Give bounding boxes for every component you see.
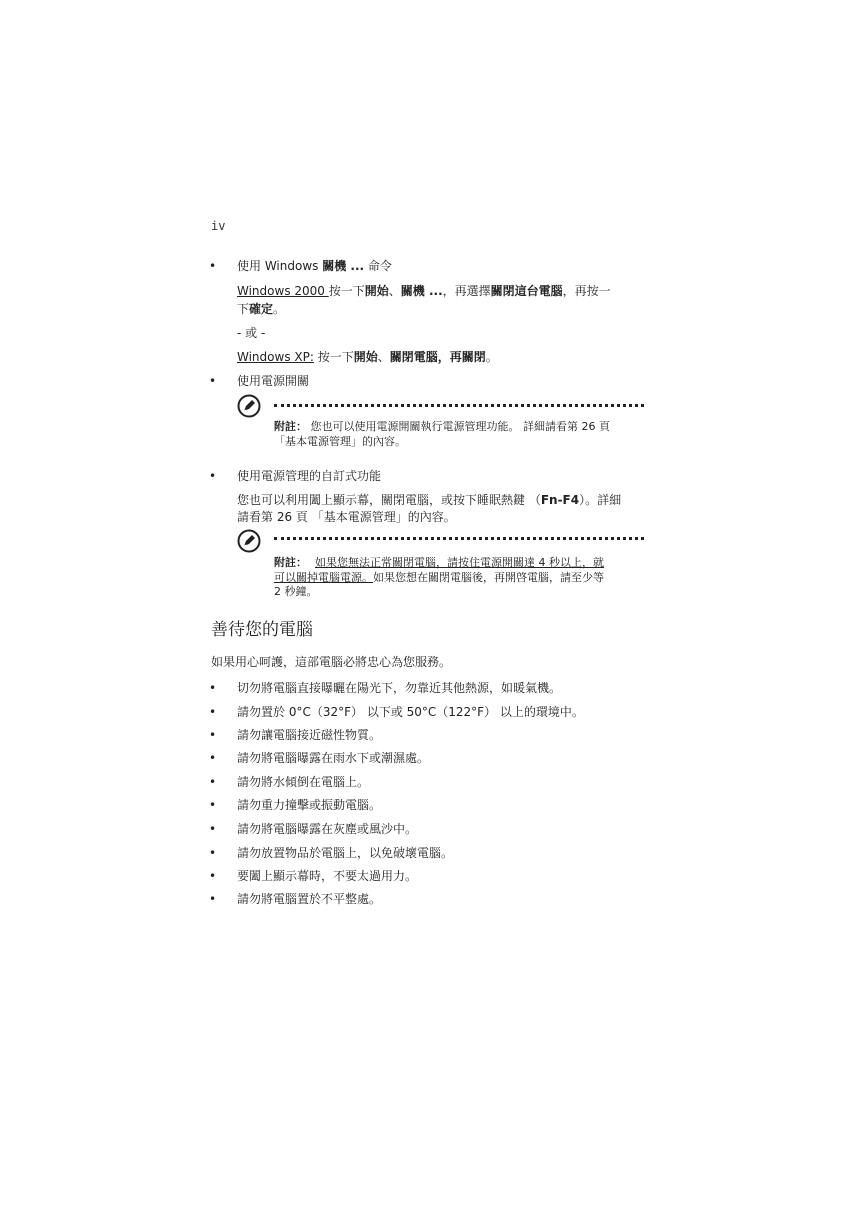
close-label: 關閉 bbox=[461, 350, 486, 364]
text: 、 bbox=[377, 350, 390, 364]
text: ，再按一 bbox=[562, 284, 611, 298]
text: ，再選擇 bbox=[442, 284, 491, 298]
list-item: 請勿置於 0°C（32°F） 以下或 50°C（122°F） 以上的環境中。 bbox=[237, 705, 584, 719]
list-item: 請勿放置物品於電腦上，以免破壞電腦。 bbox=[237, 846, 454, 860]
win2000-instructions bbox=[237, 284, 611, 298]
list-item: 切勿將電腦直接曝曬在陽光下，勿靠近其他熱源，如暖氣機。 bbox=[237, 681, 562, 695]
note-divider bbox=[274, 537, 644, 540]
text: 下 bbox=[237, 302, 250, 316]
note2-line2 bbox=[274, 571, 604, 584]
custom-power-desc1 bbox=[237, 493, 621, 507]
note-text-underlined: 如果您無法正常關閉電腦，請按住電源開關達 4 秒以上，就 bbox=[315, 556, 604, 569]
text: 、 bbox=[388, 284, 401, 298]
list-item: 請勿將水傾倒在電腦上。 bbox=[237, 775, 370, 789]
text: ）。詳細 bbox=[579, 493, 622, 507]
item-text: 使用 Windows bbox=[237, 259, 323, 273]
text: 。 bbox=[485, 350, 498, 364]
power-switch-item: 使用電源開關 bbox=[237, 374, 310, 388]
bullet: • bbox=[209, 775, 217, 789]
list-item: 要闔上顯示幕時，不要太過用力。 bbox=[237, 869, 418, 883]
shutdown-label: 關機 ... bbox=[400, 284, 443, 298]
note2-line1 bbox=[274, 556, 604, 569]
bullet: • bbox=[209, 892, 217, 906]
list-item: 請勿重力撞擊或振動電腦。 bbox=[237, 798, 382, 812]
item-text: 命令 bbox=[364, 259, 392, 273]
note-text: 如果您想在關閉電腦後，再開啓電腦，請至少等 bbox=[373, 571, 604, 584]
note1-line2: 「基本電源管理」的內容。 bbox=[274, 435, 406, 448]
turnoff-label: 關閉這台電腦 bbox=[490, 284, 563, 298]
bullet: • bbox=[209, 681, 217, 695]
note2-line3: 2 秒鐘。 bbox=[274, 585, 318, 598]
bullet: • bbox=[209, 259, 217, 273]
care-intro: 如果用心呵護，這部電腦必將忠心為您服務。 bbox=[211, 655, 452, 669]
ok-label: 確定 bbox=[249, 302, 274, 316]
text: 。 bbox=[273, 302, 286, 316]
bullet: • bbox=[209, 728, 217, 742]
bullet: • bbox=[209, 846, 217, 860]
turnoff-label: 關閉電腦 bbox=[389, 350, 438, 364]
list-item: 請勿將電腦置於不平整處。 bbox=[237, 892, 382, 906]
bullet: • bbox=[209, 798, 217, 812]
bullet: • bbox=[209, 751, 217, 765]
note-text: 您也可以使用電源開關執行電源管理功能。 詳細請看第 26 頁 bbox=[307, 420, 610, 433]
note-text-underlined: 可以關掉電腦電源。 bbox=[274, 571, 373, 584]
bullet: • bbox=[209, 374, 217, 388]
text: 您也可以利用闔上顯示幕，關閉電腦，或按下睡眠熱鍵 （ bbox=[237, 493, 541, 507]
win2000-instructions-cont bbox=[237, 302, 285, 316]
bullet: • bbox=[209, 705, 217, 719]
text: 按一下 bbox=[328, 284, 365, 298]
note-pencil-icon bbox=[237, 529, 261, 553]
os-label: Windows 2000 bbox=[237, 284, 329, 298]
list-item: 請勿讓電腦接近磁性物質。 bbox=[237, 728, 382, 742]
custom-power-item: 使用電源管理的自訂式功能 bbox=[237, 469, 382, 483]
custom-power-desc2: 請看第 26 頁 「基本電源管理」的內容。 bbox=[237, 510, 456, 524]
page-number: iv bbox=[211, 219, 226, 233]
start-label: 開始 bbox=[364, 284, 389, 298]
note-pencil-icon bbox=[237, 394, 261, 418]
winxp-instructions bbox=[237, 350, 498, 364]
os-label: Windows XP: bbox=[237, 350, 314, 364]
shutdown-command-item bbox=[237, 259, 392, 273]
start-label: 開始 bbox=[353, 350, 378, 364]
bullet: • bbox=[209, 869, 217, 883]
bullet: • bbox=[209, 822, 217, 836]
text: 按一下 bbox=[313, 350, 354, 364]
or-separator: - 或 - bbox=[237, 326, 266, 340]
list-item: 請勿將電腦曝露在灰塵或風沙中。 bbox=[237, 822, 418, 836]
section-heading: 善待您的電腦 bbox=[211, 620, 313, 640]
bullet: • bbox=[209, 469, 217, 483]
text: ，再 bbox=[437, 350, 462, 364]
note1-line1 bbox=[274, 420, 610, 433]
shutdown-menu-label: 關機 ... bbox=[322, 259, 365, 273]
hotkey-label: Fn-F4 bbox=[540, 493, 580, 507]
note-label: 附註： bbox=[274, 556, 307, 569]
list-item: 請勿將電腦曝露在雨水下或潮濕處。 bbox=[237, 751, 430, 765]
note-label: 附註： bbox=[274, 420, 307, 433]
note-divider bbox=[274, 404, 644, 407]
